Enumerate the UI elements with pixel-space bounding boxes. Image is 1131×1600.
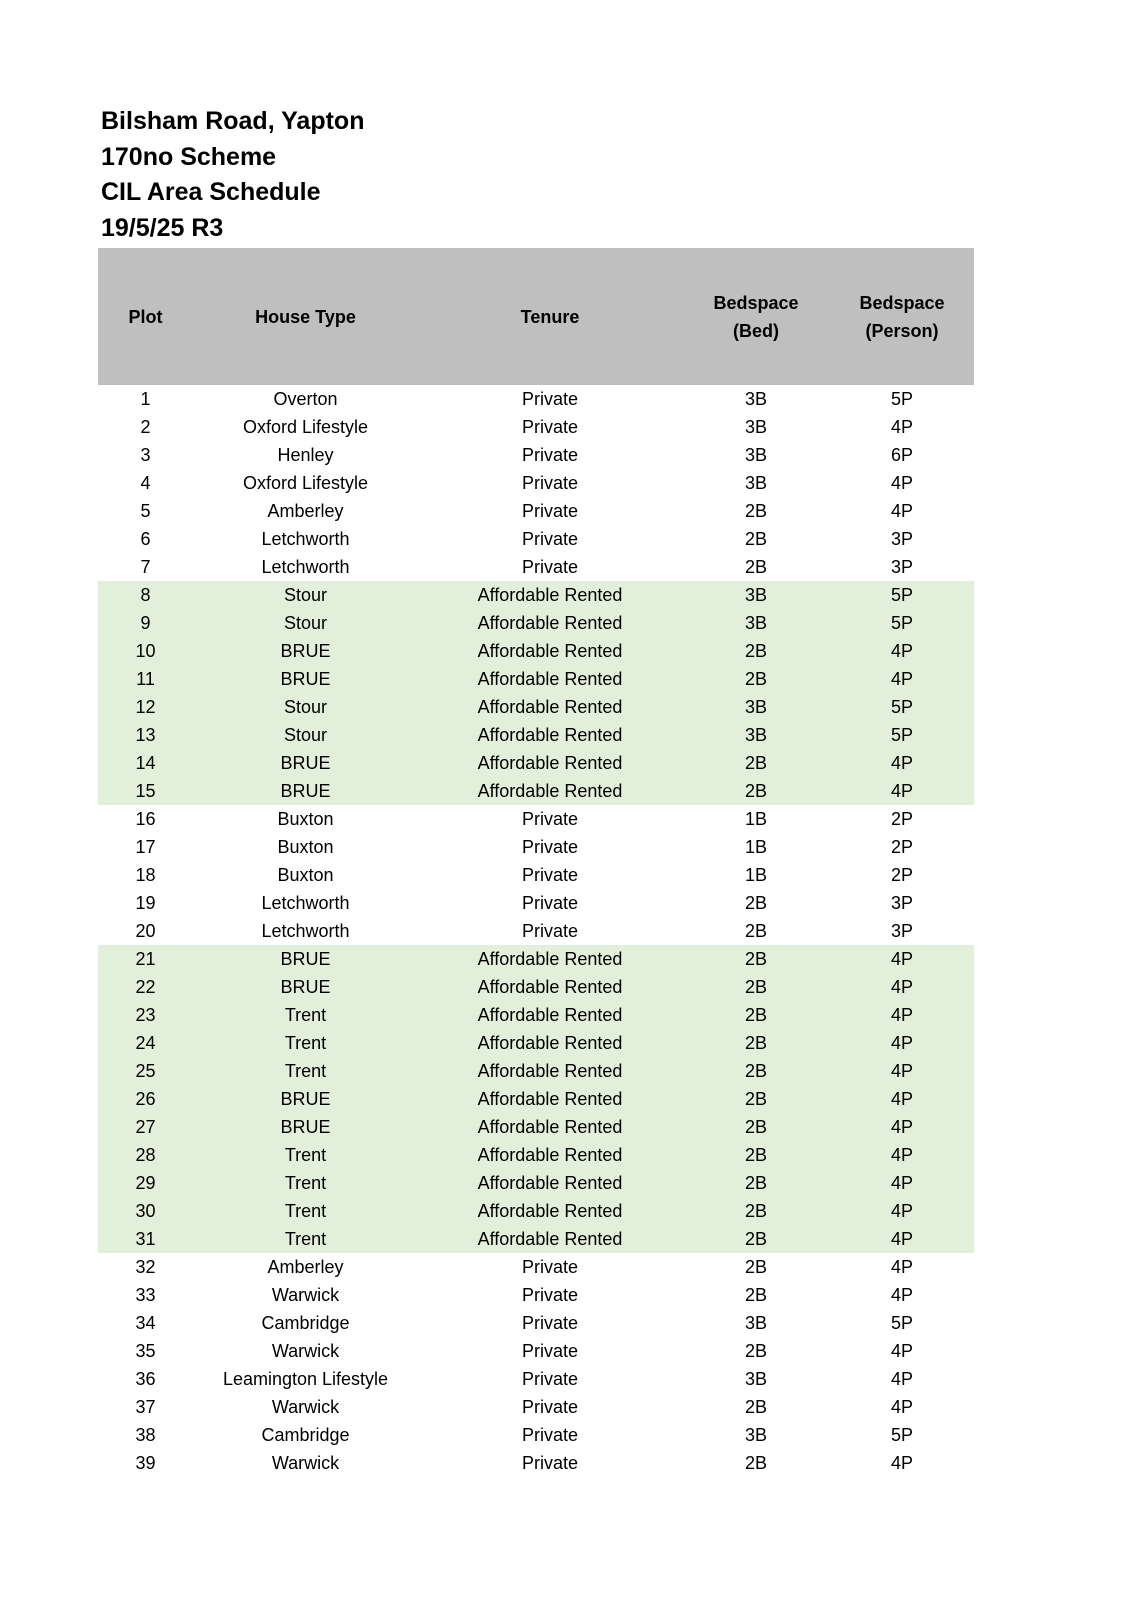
cell-tenure: Affordable Rented: [477, 1201, 623, 1221]
cell-house-type: BRUE: [280, 977, 331, 997]
table-row: [98, 693, 974, 721]
cell-house-type: Trent: [284, 1145, 327, 1165]
cell-tenure: Private: [521, 1453, 579, 1473]
cell-bedspace-bed: 2B: [744, 781, 768, 801]
table-row: [98, 1169, 974, 1197]
column-header-bed-line2: (Bed): [733, 320, 779, 341]
cell-plot: 39: [135, 1453, 156, 1473]
cell-plot: 29: [135, 1173, 156, 1193]
table-row: [98, 637, 974, 665]
table-row: [98, 1253, 974, 1281]
cell-bedspace-person: 6P: [890, 445, 914, 465]
cell-plot: 36: [135, 1369, 156, 1389]
cell-tenure: Affordable Rented: [477, 613, 623, 633]
cell-tenure: Affordable Rented: [477, 1229, 623, 1249]
cell-house-type: Amberley: [267, 1257, 344, 1277]
cell-bedspace-person: 4P: [890, 781, 914, 801]
table-row: [98, 385, 974, 413]
cell-bedspace-person: 3P: [890, 893, 914, 913]
column-header-bedspace-person: [830, 248, 974, 385]
cell-bedspace-person: 4P: [890, 1453, 914, 1473]
cell-tenure: Affordable Rented: [477, 1173, 623, 1193]
cell-bedspace-bed: 1B: [744, 837, 768, 857]
cell-bedspace-bed: 2B: [744, 1061, 768, 1081]
cell-bedspace-bed: 2B: [744, 529, 768, 549]
schedule-title: CIL Area Schedule: [101, 178, 321, 206]
cell-bedspace-bed: 3B: [744, 697, 768, 717]
cell-house-type: Henley: [277, 445, 334, 465]
cell-tenure: Affordable Rented: [477, 585, 623, 605]
table-row: [98, 1421, 974, 1449]
cell-bedspace-bed: 3B: [744, 445, 768, 465]
cell-bedspace-person: 4P: [890, 417, 914, 437]
cell-bedspace-person: 4P: [890, 1257, 914, 1277]
cell-bedspace-person: 4P: [890, 473, 914, 493]
cell-house-type: Warwick: [271, 1453, 340, 1473]
cell-plot: 14: [135, 753, 156, 773]
cell-bedspace-bed: 2B: [744, 557, 768, 577]
cell-tenure: Private: [521, 473, 579, 493]
table-row: [98, 665, 974, 693]
table-row: [98, 1281, 974, 1309]
cell-plot: 8: [140, 585, 151, 605]
document-title-block: [101, 104, 364, 246]
cell-tenure: Private: [521, 1397, 579, 1417]
cell-tenure: Private: [521, 445, 579, 465]
cell-bedspace-bed: 2B: [744, 1089, 768, 1109]
cell-house-type: Buxton: [277, 865, 334, 885]
cell-bedspace-bed: 2B: [744, 1285, 768, 1305]
cell-house-type: BRUE: [280, 1117, 331, 1137]
cell-tenure: Affordable Rented: [477, 949, 623, 969]
cell-house-type: Trent: [284, 1033, 327, 1053]
cell-tenure: Private: [521, 837, 579, 857]
cell-house-type: Leamington Lifestyle: [222, 1369, 389, 1389]
cell-plot: 30: [135, 1201, 156, 1221]
cell-plot: 31: [135, 1229, 156, 1249]
cell-plot: 11: [136, 669, 155, 689]
cell-house-type: BRUE: [280, 753, 331, 773]
cell-plot: 21: [135, 949, 156, 969]
cell-plot: 17: [135, 837, 156, 857]
table-body: [98, 385, 974, 1477]
cell-tenure: Affordable Rented: [477, 669, 623, 689]
cell-plot: 2: [140, 417, 151, 437]
cell-house-type: BRUE: [280, 641, 331, 661]
cell-bedspace-person: 4P: [890, 1369, 914, 1389]
cell-house-type: Letchworth: [261, 529, 350, 549]
cell-house-type: Cambridge: [261, 1425, 350, 1445]
cell-bedspace-bed: 2B: [744, 641, 768, 661]
cell-house-type: Letchworth: [261, 557, 350, 577]
cell-bedspace-bed: 3B: [744, 1369, 768, 1389]
cell-house-type: Warwick: [271, 1285, 340, 1305]
cell-bedspace-bed: 3B: [744, 585, 768, 605]
cell-house-type: Trent: [284, 1173, 327, 1193]
cell-bedspace-person: 4P: [890, 641, 914, 661]
cell-plot: 32: [135, 1257, 156, 1277]
table-row: [98, 553, 974, 581]
cell-bedspace-person: 5P: [890, 389, 914, 409]
table-row: [98, 833, 974, 861]
table-row: [98, 889, 974, 917]
cell-bedspace-person: 5P: [890, 697, 914, 717]
cell-plot: 23: [135, 1005, 156, 1025]
table-row: [98, 1057, 974, 1085]
cell-bedspace-person: 4P: [890, 1173, 914, 1193]
table-row: [98, 1029, 974, 1057]
cell-tenure: Affordable Rented: [477, 725, 623, 745]
cell-bedspace-person: 4P: [890, 1285, 914, 1305]
cell-tenure: Private: [521, 893, 579, 913]
table-row: [98, 1449, 974, 1477]
table-row: [98, 973, 974, 1001]
cell-plot: 19: [135, 893, 156, 913]
cell-house-type: Stour: [283, 613, 328, 633]
cell-bedspace-bed: 2B: [744, 921, 768, 941]
cell-house-type: BRUE: [280, 781, 331, 801]
cell-bedspace-bed: 2B: [744, 1005, 768, 1025]
table-header: [98, 248, 974, 385]
cell-bedspace-person: 5P: [890, 1425, 914, 1445]
table-row: [98, 721, 974, 749]
cell-tenure: Private: [521, 417, 579, 437]
cell-house-type: Stour: [283, 697, 328, 717]
table-row: [98, 1309, 974, 1337]
cell-tenure: Private: [521, 389, 579, 409]
cell-plot: 16: [135, 809, 156, 829]
cell-bedspace-bed: 2B: [744, 1117, 768, 1137]
cell-plot: 1: [140, 389, 151, 409]
cell-bedspace-person: 4P: [890, 501, 914, 521]
table-row: [98, 1225, 974, 1253]
cell-tenure: Affordable Rented: [477, 1117, 623, 1137]
cell-house-type: Stour: [283, 585, 328, 605]
cell-house-type: BRUE: [280, 669, 331, 689]
cell-bedspace-person: 4P: [890, 1397, 914, 1417]
cell-bedspace-person: 5P: [890, 613, 914, 633]
cell-bedspace-bed: 3B: [744, 1425, 768, 1445]
cell-tenure: Affordable Rented: [477, 697, 623, 717]
scheme-title: 170no Scheme: [101, 142, 277, 171]
cell-tenure: Private: [521, 501, 579, 521]
area-schedule-table: [98, 248, 974, 1477]
cell-tenure: Private: [521, 1285, 579, 1305]
cell-bedspace-bed: 2B: [744, 977, 768, 997]
table-row: [98, 1141, 974, 1169]
cell-bedspace-person: 4P: [890, 1033, 914, 1053]
cell-plot: 6: [140, 529, 151, 549]
cell-bedspace-person: 2P: [890, 837, 914, 857]
cell-bedspace-person: 4P: [890, 753, 914, 773]
cell-tenure: Affordable Rented: [477, 1033, 623, 1053]
table-row: [98, 917, 974, 945]
cell-house-type: Stour: [283, 725, 328, 745]
table-row: [98, 1197, 974, 1225]
cell-house-type: Warwick: [271, 1397, 340, 1417]
cell-bedspace-bed: 2B: [744, 1341, 768, 1361]
cell-bedspace-person: 5P: [890, 725, 914, 745]
cell-plot: 27: [135, 1117, 156, 1137]
column-header-bedspace-bed: [682, 248, 830, 385]
cell-bedspace-bed: 2B: [744, 1173, 768, 1193]
cell-bedspace-bed: 2B: [744, 1229, 768, 1249]
cell-house-type: Buxton: [277, 837, 334, 857]
cell-bedspace-person: 4P: [890, 1145, 914, 1165]
cell-house-type: Oxford Lifestyle: [242, 417, 369, 437]
cell-plot: 7: [140, 557, 151, 577]
table-row: [98, 1365, 974, 1393]
cell-bedspace-person: 5P: [890, 1313, 914, 1333]
column-header-person-line1: Bedspace: [859, 292, 945, 313]
cell-tenure: Private: [521, 1313, 579, 1333]
cell-bedspace-person: 4P: [890, 669, 914, 689]
cell-bedspace-person: 3P: [890, 557, 914, 577]
table-row: [98, 1337, 974, 1365]
cell-plot: 24: [135, 1033, 156, 1053]
cell-plot: 5: [140, 501, 151, 521]
cell-plot: 18: [135, 865, 156, 885]
cell-house-type: BRUE: [280, 1089, 331, 1109]
cell-tenure: Affordable Rented: [477, 781, 623, 801]
cell-bedspace-bed: 2B: [744, 1453, 768, 1473]
column-header-bed-line1: Bedspace: [713, 292, 799, 313]
cell-bedspace-bed: 2B: [744, 669, 768, 689]
cell-tenure: Affordable Rented: [477, 1061, 623, 1081]
cell-plot: 4: [140, 473, 151, 493]
cell-house-type: Buxton: [277, 809, 334, 829]
cell-tenure: Private: [521, 921, 579, 941]
cell-tenure: Private: [521, 1425, 579, 1445]
revision-label: 19/5/25 R3: [101, 213, 224, 242]
cell-tenure: Affordable Rented: [477, 1005, 623, 1025]
cell-tenure: Affordable Rented: [477, 1145, 623, 1165]
cell-house-type: Warwick: [271, 1341, 340, 1361]
column-header-plot: Plot: [128, 306, 163, 327]
cell-bedspace-person: 4P: [890, 949, 914, 969]
cell-bedspace-bed: 2B: [744, 501, 768, 521]
cell-tenure: Private: [521, 865, 579, 885]
cell-plot: 13: [135, 725, 156, 745]
cell-plot: 20: [135, 921, 156, 941]
cell-bedspace-person: 2P: [890, 809, 914, 829]
cell-tenure: Affordable Rented: [477, 641, 623, 661]
cell-bedspace-bed: 3B: [744, 417, 768, 437]
cell-bedspace-person: 5P: [890, 585, 914, 605]
cell-bedspace-person: 4P: [890, 1201, 914, 1221]
cell-bedspace-bed: 1B: [744, 865, 768, 885]
cell-tenure: Private: [521, 809, 579, 829]
table-row: [98, 469, 974, 497]
cell-bedspace-person: 4P: [890, 1229, 914, 1249]
cell-house-type: Amberley: [267, 501, 344, 521]
cell-tenure: Private: [521, 529, 579, 549]
table-row: [98, 609, 974, 637]
cell-plot: 38: [135, 1425, 156, 1445]
cell-plot: 3: [140, 445, 151, 465]
table-row: [98, 1393, 974, 1421]
cell-tenure: Affordable Rented: [477, 1089, 623, 1109]
table-row: [98, 497, 974, 525]
cell-plot: 25: [135, 1061, 156, 1081]
cell-plot: 33: [135, 1285, 156, 1305]
cell-bedspace-bed: 3B: [744, 725, 768, 745]
cell-plot: 15: [135, 781, 156, 801]
cell-house-type: Trent: [284, 1005, 327, 1025]
table-row: [98, 861, 974, 889]
table-row: [98, 1085, 974, 1113]
table-row: [98, 413, 974, 441]
cell-house-type: Trent: [284, 1061, 327, 1081]
table-row: [98, 805, 974, 833]
cell-bedspace-person: 4P: [890, 1117, 914, 1137]
cell-plot: 35: [135, 1341, 156, 1361]
cell-tenure: Private: [521, 1341, 579, 1361]
cell-bedspace-bed: 2B: [744, 1033, 768, 1053]
cell-bedspace-bed: 2B: [744, 949, 768, 969]
table-row: [98, 749, 974, 777]
column-header-tenure: Tenure: [520, 306, 580, 327]
cell-tenure: Private: [521, 1257, 579, 1277]
cell-bedspace-person: 4P: [890, 1089, 914, 1109]
cell-bedspace-person: 3P: [890, 921, 914, 941]
cell-plot: 37: [135, 1397, 156, 1417]
cell-tenure: Private: [521, 557, 579, 577]
cell-bedspace-bed: 2B: [744, 1201, 768, 1221]
table-row: [98, 945, 974, 973]
cell-plot: 10: [135, 641, 156, 661]
table-row: [98, 441, 974, 469]
cell-house-type: Letchworth: [261, 921, 350, 941]
cell-plot: 28: [135, 1145, 156, 1165]
site-title: Bilsham Road, Yapton: [101, 107, 365, 135]
cell-house-type: Oxford Lifestyle: [242, 473, 369, 493]
cell-bedspace-person: 4P: [890, 1341, 914, 1361]
cell-bedspace-bed: 1B: [744, 809, 768, 829]
cell-bedspace-person: 2P: [890, 865, 914, 885]
cell-bedspace-bed: 2B: [744, 753, 768, 773]
cell-house-type: Trent: [284, 1201, 327, 1221]
cell-house-type: Trent: [284, 1229, 327, 1249]
cell-bedspace-person: 4P: [890, 977, 914, 997]
cell-bedspace-person: 4P: [890, 1061, 914, 1081]
cell-plot: 34: [135, 1313, 156, 1333]
cell-house-type: Cambridge: [261, 1313, 350, 1333]
cell-house-type: BRUE: [280, 949, 331, 969]
table-row: [98, 525, 974, 553]
cell-tenure: Private: [521, 1369, 579, 1389]
cell-house-type: Overton: [273, 389, 338, 409]
cell-plot: 12: [135, 697, 156, 717]
cell-bedspace-bed: 3B: [744, 389, 768, 409]
cell-plot: 26: [135, 1089, 156, 1109]
cell-bedspace-person: 3P: [890, 529, 914, 549]
cell-tenure: Affordable Rented: [477, 977, 623, 997]
cell-house-type: Letchworth: [261, 893, 350, 913]
table-row: [98, 1001, 974, 1029]
cell-bedspace-bed: 2B: [744, 1145, 768, 1165]
cell-plot: 22: [135, 977, 156, 997]
cell-bedspace-bed: 2B: [744, 893, 768, 913]
header-row: [98, 248, 974, 385]
table-row: [98, 581, 974, 609]
cell-bedspace-bed: 3B: [744, 1313, 768, 1333]
column-header-person-line2: (Person): [865, 320, 939, 341]
cell-bedspace-bed: 3B: [744, 473, 768, 493]
column-header-house-type: House Type: [255, 306, 356, 327]
cell-plot: 9: [140, 613, 151, 633]
cell-bedspace-bed: 3B: [744, 613, 768, 633]
cell-tenure: Affordable Rented: [477, 753, 623, 773]
cell-bedspace-person: 4P: [890, 1005, 914, 1025]
cell-bedspace-bed: 2B: [744, 1397, 768, 1417]
table-row: [98, 1113, 974, 1141]
table-row: [98, 777, 974, 805]
cell-bedspace-bed: 2B: [744, 1257, 768, 1277]
